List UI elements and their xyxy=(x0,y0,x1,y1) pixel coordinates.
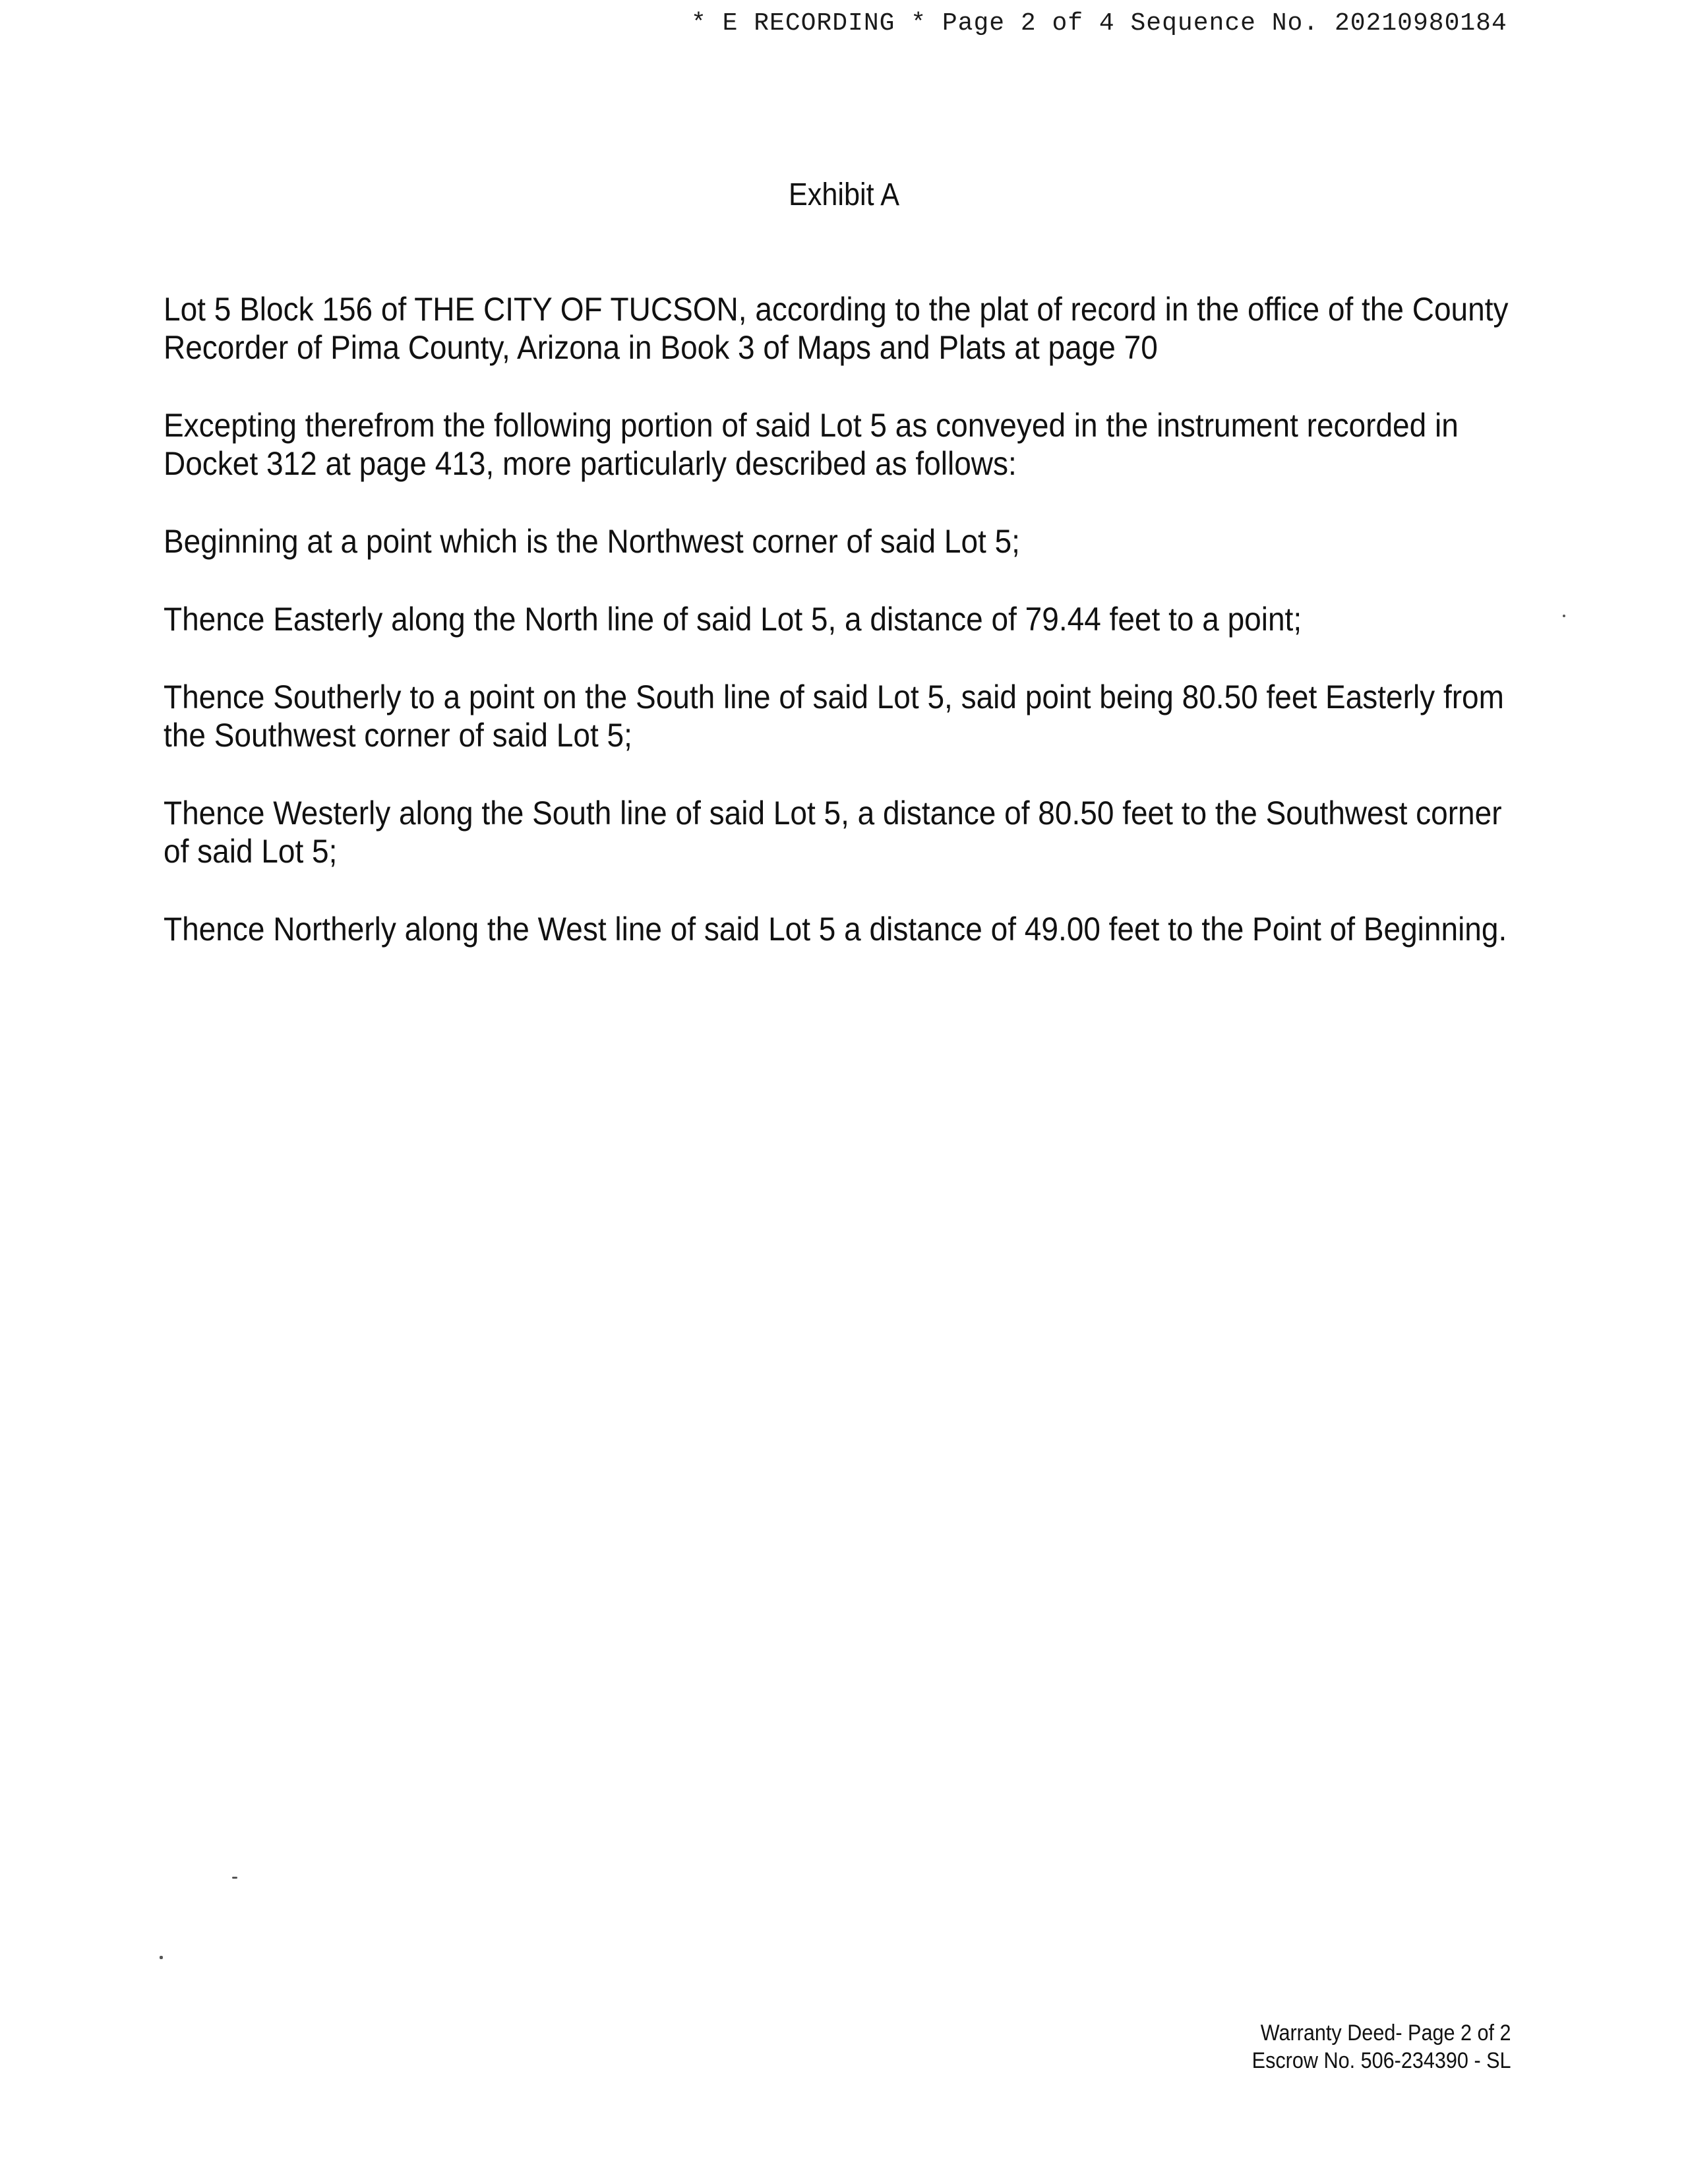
paragraph-thence-easterly: Thence Easterly along the North line of said Lot 5, a distance of 79.44 feet to a point; xyxy=(164,601,1302,638)
paragraph-thence-southerly: Thence Southerly to a point on the South line of said Lot 5, said point being 80.50 feet Easterly from the Southwest corner of said Lot 5; xyxy=(164,679,1504,754)
legal-description xyxy=(164,290,1522,988)
paragraph-lot-description: Lot 5 Block 156 of THE CITY OF TUCSON, according to the plat of record in the office of the County Recorder of Pima County, Arizona in Book 3 of Maps and Plats at page 70 xyxy=(164,291,1509,366)
scan-speck xyxy=(232,1877,237,1879)
paragraph-thence-northerly: Thence Northerly along the West line of said Lot 5 a distance of 49.00 feet to the Point of Beginning. xyxy=(164,911,1507,948)
paragraph-thence-westerly: Thence Westerly along the South line of said Lot 5, a distance of 80.50 feet to the Southwest corner of said Lot 5; xyxy=(164,795,1502,870)
exhibit-title: Exhibit A xyxy=(788,177,900,212)
footer-escrow-number: Escrow No. 506-234390 - SL xyxy=(1252,2048,1511,2073)
footer-block xyxy=(1252,2019,1511,2075)
scan-speck xyxy=(160,1956,163,1959)
recording-header-stamp: * E RECORDING * Page 2 of 4 Sequence No. 20210980184 xyxy=(691,9,1507,38)
footer-deed-page: Warranty Deed- Page 2 of 2 xyxy=(1261,2020,1511,2046)
paragraph-beginning: Beginning at a point which is the Northwest corner of said Lot 5; xyxy=(164,523,1020,560)
scan-speck xyxy=(1563,615,1565,617)
paragraph-exception: Excepting therefrom the following portion of said Lot 5 as conveyed in the instrument recorded in Docket 312 at page 413, more particularly described as follows: xyxy=(164,407,1459,482)
